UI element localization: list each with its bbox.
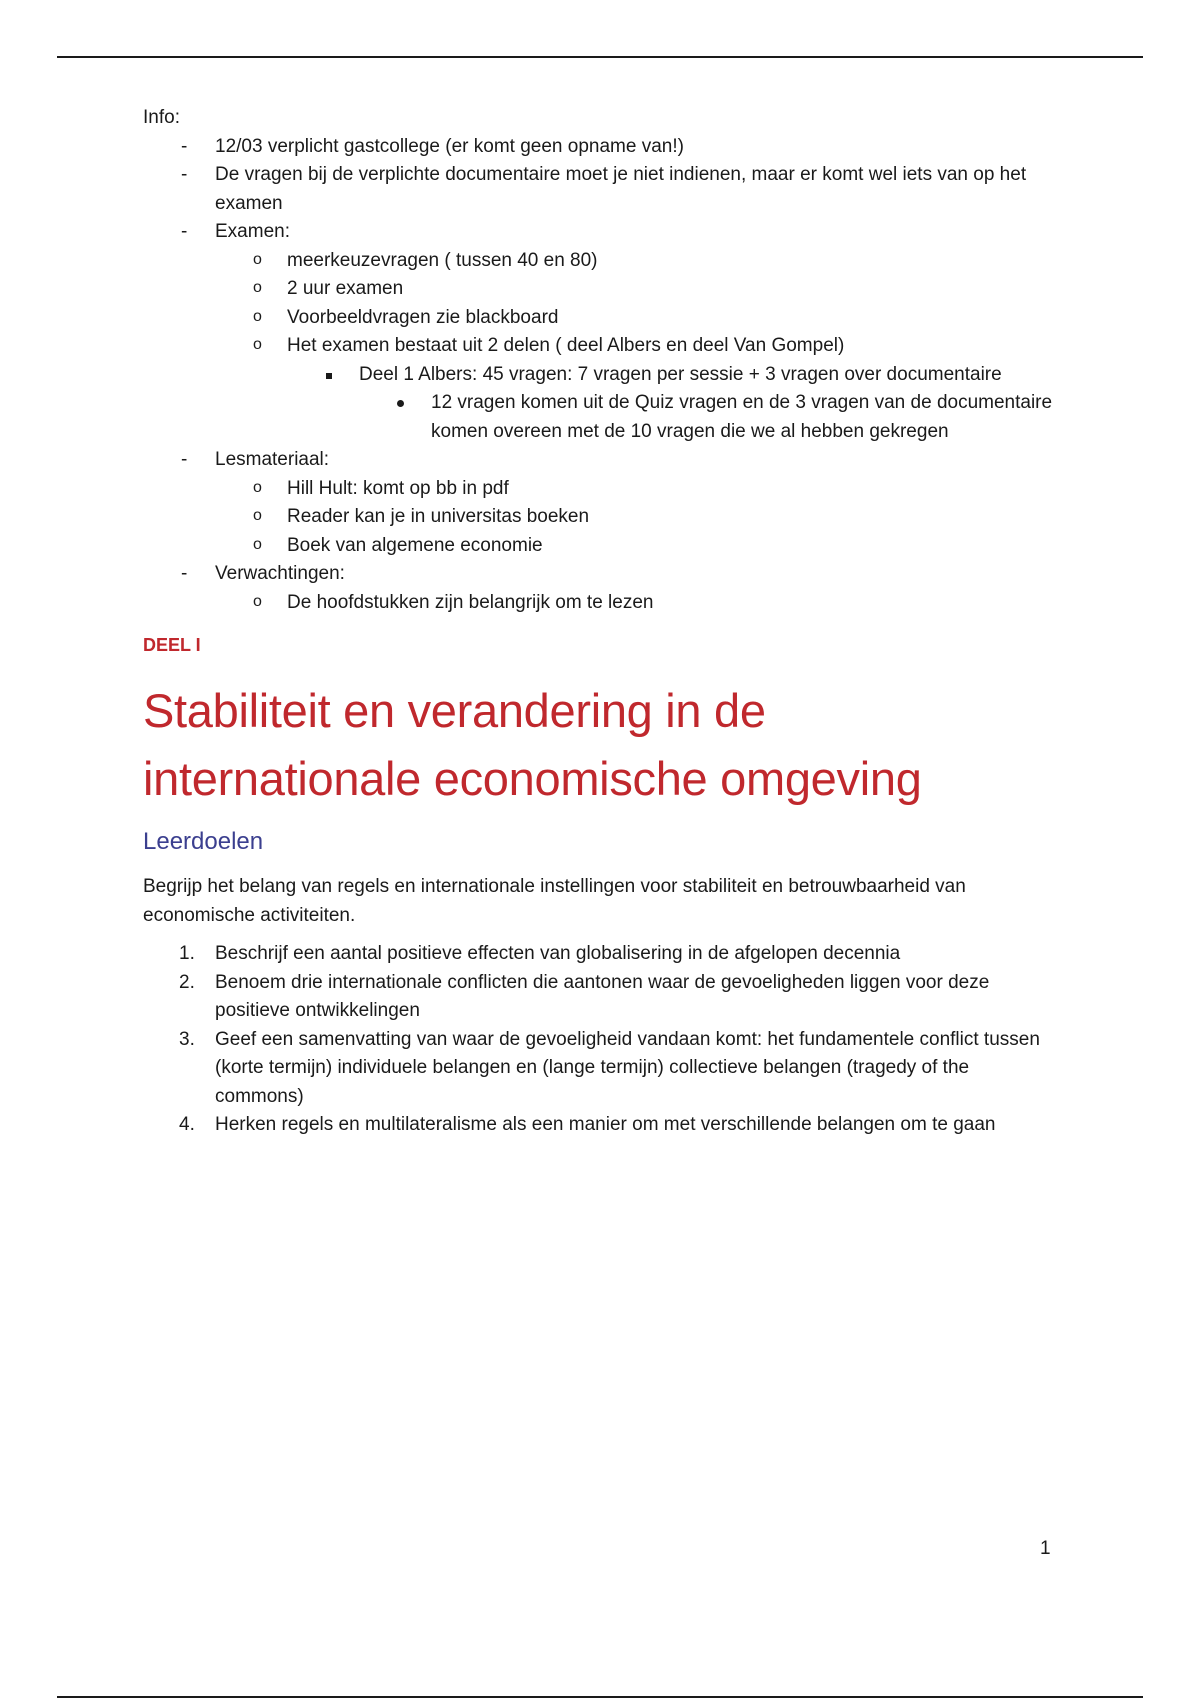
list-item: Deel 1 Albers: 45 vragen: 7 vragen per sessie + 3 vragen over documentaire 12 vragen komen uit de Quiz vragen en de 3 vragen van de documentaire komen overeen met de 10 vragen die we al hebben gekregen	[287, 361, 1063, 447]
list-item: - 12/03 verplicht gastcollege (er komt geen opname van!)	[143, 133, 1063, 162]
info-label: Info:	[143, 107, 180, 128]
list-item: o De hoofdstukken zijn belangrijk om te lezen	[215, 589, 1063, 618]
list-item: o Hill Hult: komt op bb in pdf	[215, 475, 1063, 504]
list-item: 3. Geef een samenvatting van waar de gevoeligheid vandaan komt: het fundamentele conflict tussen (korte termijn) individuele belangen en (lange termijn) collectieve belangen (tragedy of the commons)	[179, 1028, 1040, 1107]
list-item: 2. Benoem drie internationale conflicten die aantonen waar de gevoeligheden liggen voor deze positieve ontwikkelingen	[179, 971, 990, 1021]
list-item: - De vragen bij de verplichte documentaire moet je niet indienen, maar er komt wel iets van op het examen	[143, 161, 1063, 218]
bottom-rule	[57, 1696, 1143, 1698]
list-item: o 2 uur examen	[215, 275, 1063, 304]
list-item: 1. Beschrijf een aantal positieve effecten van globalisering in de afgelopen decennia	[179, 943, 901, 964]
info-list	[143, 133, 1063, 618]
list-item: o meerkeuzevragen ( tussen 40 en 80)	[215, 247, 1063, 276]
list-item: - Verwachtingen: o De hoofdstukken zijn belangrijk om te lezen	[143, 560, 1063, 617]
exam-sublist	[215, 247, 1063, 447]
list-item: 4. Herken regels en multilateralisme als een manier om met verschillende belangen om te gaan	[179, 1114, 996, 1135]
section-heading: Leerdoelen	[143, 828, 264, 855]
top-rule	[57, 56, 1143, 58]
learning-goals-list	[143, 940, 1063, 1140]
intro-paragraph: Begrijp het belang van regels en internationale instellingen voor stabiliteit en betrouwbaarheid van economische activiteiten.	[143, 876, 966, 926]
material-sublist	[215, 475, 1063, 561]
list-item: o Reader kan je in universitas boeken	[215, 503, 1063, 532]
list-item: - Lesmateriaal: o Hill Hult: komt op bb in pdf o Reader kan je in universitas boeken o Boek van algemene economie	[143, 446, 1063, 560]
expectations-sublist	[215, 589, 1063, 618]
list-item: 12 vragen komen uit de Quiz vragen en de 3 vragen van de documentaire komen overeen met de 10 vragen die we al hebben gekregen	[359, 389, 1063, 446]
part-label: DEEL I	[143, 635, 201, 655]
list-item: o Het examen bestaat uit 2 delen ( deel Albers en deel Van Gompel) Deel 1 Albers: 45 vragen: 7 vragen per sessie + 3 vragen over documentaire 12 vragen komen uit de Quiz vragen en de 3 vragen van de documentaire komen overeen met de 10 vragen die we al hebben gekregen	[215, 332, 1063, 446]
list-item: o Boek van algemene economie	[215, 532, 1063, 561]
list-item: o Voorbeeldvragen zie blackboard	[215, 304, 1063, 333]
document-body	[143, 104, 1063, 1140]
list-item: - Examen: o meerkeuzevragen ( tussen 40 en 80) o 2 uur examen o Voorbeeldvragen zie blackboard o Het examen bestaat uit 2 delen ( deel Albers en deel Van Gompel) Deel 1 Albers: 45 vragen: 7 vragen per sessie + 3 vragen over documentaire 12 vragen komen uit de Quiz vragen en de 3 vragen van de documentaire komen overeen met de 10 vragen die we al hebben gekregen	[143, 218, 1063, 446]
page-number: 1	[1040, 1538, 1051, 1559]
exam-detail-list	[287, 361, 1063, 447]
exam-detail-sublist	[359, 389, 1063, 446]
chapter-title: Stabiliteit en verandering in de internationale economische omgeving	[143, 684, 922, 805]
